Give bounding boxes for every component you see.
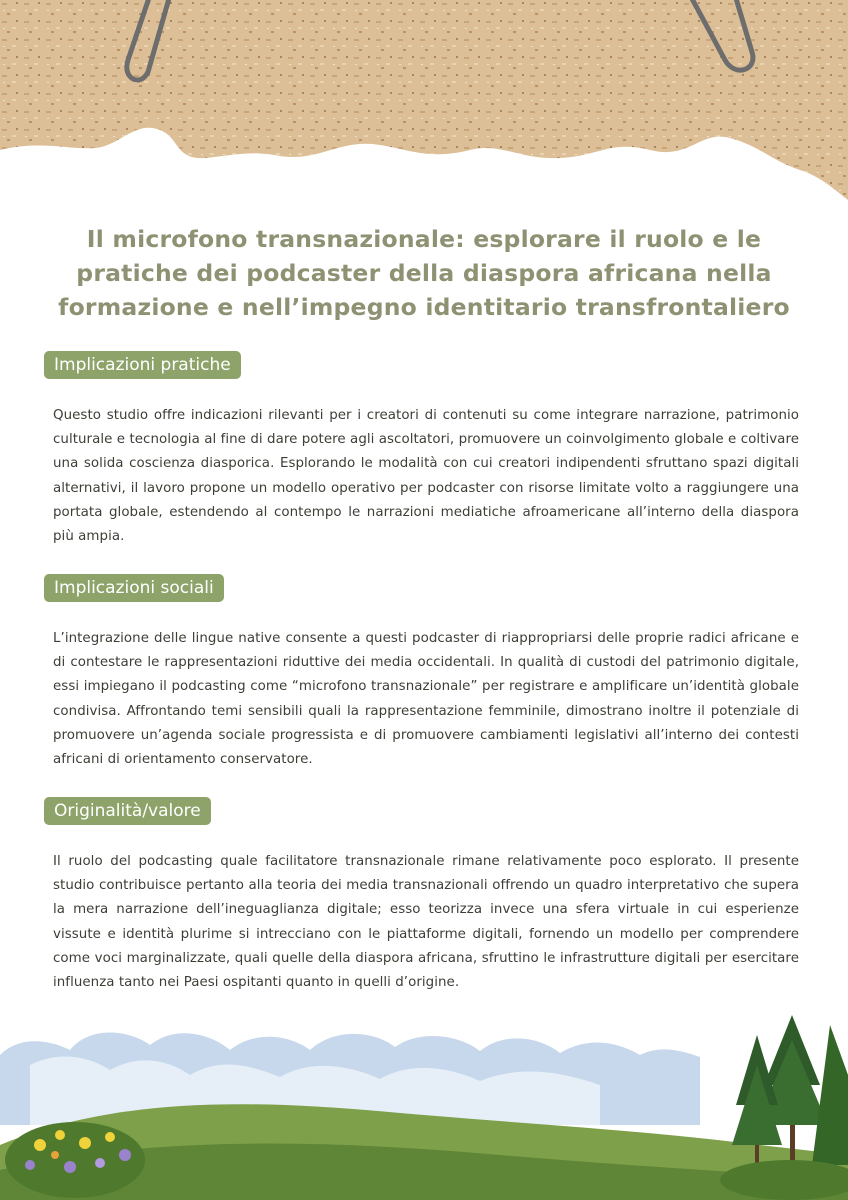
page-title: Il microfono transnazionale: esplorare il ruolo e le pratiche dei podcaster della diaspora africana nella formazione e nell’impegno identitario transfrontaliero xyxy=(58,225,790,321)
section-label-originalita-valore: Originalità/valore xyxy=(44,797,211,825)
flowers-icon xyxy=(5,1122,145,1198)
landscape-illustration xyxy=(0,995,848,1200)
section-label-implicazioni-pratiche: Implicazioni pratiche xyxy=(44,351,241,379)
section-text-implicazioni-sociali: L’integrazione delle lingue native consente a questi podcaster di riappropriarsi delle proprie radici africane e di contestare le rappresentazioni riduttive dei media occidentali. In qualità di custodi del patrimonio digitale, essi impiegano il podcasting come “microfono transnazionale” per registrare e amplificare un’identità globale condivisa. Affrontando temi sensibili quali la rappresentazione femminile, dimostrano inoltre il potenziale di promuovere un’agenda sociale progressista e di promuovere cambiamenti legislativi all’interno dei contesti africani di orientamento conservatore. xyxy=(53,631,799,768)
section-label-implicazioni-sociali: Implicazioni sociali xyxy=(44,574,224,602)
trees-icon xyxy=(720,1015,848,1200)
section-text-implicazioni-pratiche: Questo studio offre indicazioni rilevanti per i creatori di contenuti su come integrare narrazione, patrimonio culturale e tecnologia al fine di dare potere agli ascoltatori, promuovere un coinvolgimento globale e coltivare una solida coscienza diasporica. Esplorando le modalità con cui creatori indipendenti sfruttano spazi digitali alternativi, il lavoro propone un modello operativo per podcaster con risorse limitate volto a raggiungere una portata globale, estendendo al contempo le narrazioni mediatiche afroamericane all’interno della diaspora più ampia. xyxy=(53,408,799,545)
cork-board-header xyxy=(0,0,848,215)
section-text-originalita-valore: Il ruolo del podcasting quale facilitatore transnazionale rimane relativamente poco esplorato. Il presente studio contribuisce pertanto alla teoria dei media transnazionali offrendo un quadro interpretativo che supera la mera narrazione dell’ineguaglianza digitale; esso teorizza invece una sfera virtuale in cui esperienze vissute e identità plurime si intrecciano con le piattaforme digitali, fornendo un modello per comprendere come voci marginalizzate, quali quelle della diaspora africana, sfruttino le infrastrutture digitali per esercitare influenza tanto nei Paesi ospitanti quanto in quelli d’origine. xyxy=(53,854,799,991)
